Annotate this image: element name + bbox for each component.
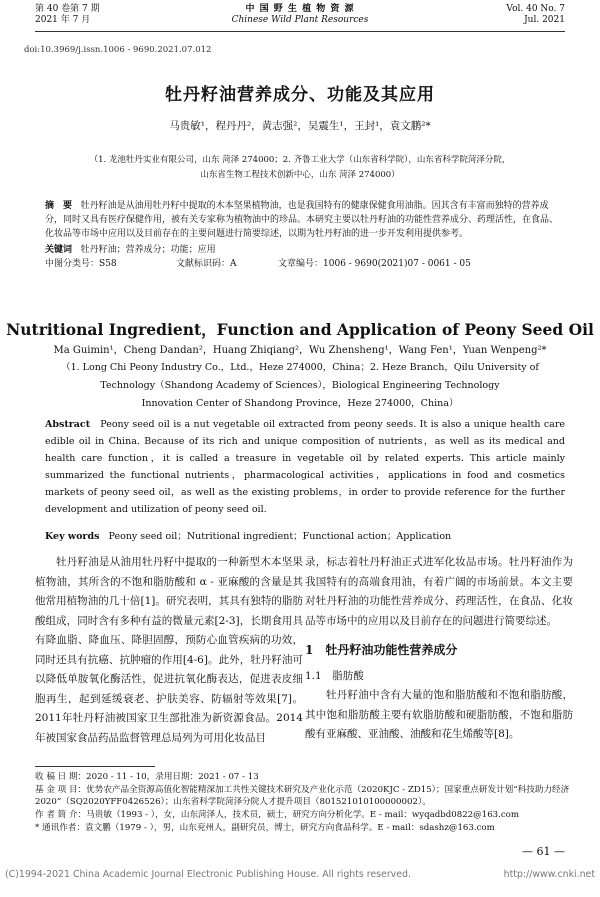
body-column-left <box>35 553 303 748</box>
doc-code <box>176 257 237 271</box>
abstract-en <box>45 416 565 518</box>
article-number <box>278 257 471 271</box>
footnote-received: 收 稿 日 期：2020 - 11 - 10，录用日期：2021 - 07 - 13 <box>35 772 259 782</box>
watermark <box>5 869 595 880</box>
journal-name-en: Chinese Wild Plant Resources <box>231 15 369 25</box>
body-paragraph: 牡丹籽油是从油用牡丹籽中提取的一种新型木本坚果植物油，其所含的不饱和脂肪酸和 α - 亚麻酸的含量是其他常用植物油的几十倍[1]。研究表明，其具有独特的脂肪酸组成，同时含有多种有益的微量元素[2-3]，长期食用具有降血脂、降血压、降胆固醇，预防心血管疾病的功效，同时还具有抗癌、抗肿瘤的作用[4-6]。此外，牡丹籽油可以降低单胺氧化酶活性，促进抗氧化酶表达，促进表皮细胞再生，起到延缓衰老、护肤美容、防辐射等效果[7]。2011年牡丹籽油被国家卫生部批准为新资源食品。2014年被国家食品药品监督管理总局列为可用化妆品目 <box>35 556 303 744</box>
affiliation-cn-line1: （1. 龙池牡丹实业有限公司，山东 菏泽 274000；2. 齐鲁工业大学（山东省科学院），山东省科学院菏泽分院， <box>89 155 511 165</box>
abstract-cn-text: 牡丹籽油是从油用牡丹籽中提取的木本坚果植物油，也是我国特有的健康保健食用油脂。因其含有丰富而独特的营养成分，同时又具有医疗保健作用，被有关专家称为植物油中的珍品。本研究主要以牡丹籽油的功能性营养成分、药理活性，在食品、化妆品等市场中应用以及目前存在的主要问题进行简要综述，以期为牡丹籽油的进一步开发利用提供参考。 <box>45 201 559 239</box>
article-number-value: 1006 - 9690(2021)07 - 0061 - 05 <box>323 259 471 269</box>
page-title-en: Nutritional Ingredient，Function and Application of Peony Seed Oil <box>6 320 594 339</box>
body-paragraph: 录，标志着牡丹籽油正式进军化妆品市场。牡丹籽油作为我国特有的高端食用油，有着广阔的市场前景。本文主要对牡丹籽油的功能性营养成分、药理活性，在食品、化妆品等市场中的应用以及目前存在的问题进行简要综述。 <box>305 556 573 627</box>
footnote-rule <box>35 766 155 767</box>
footnote-author: 作 者 简 介：马贵敏（1993 - ），女，山东菏泽人，技术员，硕士，研究方向分析化学。E - mail：wyqadbd0822@163.com <box>35 810 519 821</box>
page-title-cn: 牡丹籽油营养成分、功能及其应用 <box>165 85 435 105</box>
clc-value: S58 <box>99 259 117 269</box>
body-column-right <box>305 553 573 745</box>
footnote-corresponding: * 通讯作者：袁文鹏（1979 - ），男，山东兖州人，副研究员，博士，研究方向食品科学。E - mail：sdashz@163.com <box>35 822 495 833</box>
affiliation-en-line2: Technology（Shandong Academy of Sciences），Biological Engineering Technology <box>100 380 500 391</box>
affiliation-en-line3: Innovation Center of Shandong Province，Heze 274000，China） <box>141 398 459 409</box>
abstract-en-text: Peony seed oil is a nut vegetable oil extracted from peony seeds. It is also a unique health care edible oil in China. Because of its rich and unique composition of nutrients，as well as its medical and health care function，it is called a treasure in vegetable oil by related experts. This article mainly summarized the functional nutrients，pharmacological activities，applications in food and cosmetics markets of peony seed oil，as well as the existing problems，in order to provide reference for the further development and utilization of peony seed oil. <box>45 419 565 515</box>
issue-date: 2021 年 7 月 <box>35 15 91 25</box>
affiliation-cn-line2: 山东省生物工程技术创新中心，山东 菏泽 274000） <box>200 170 400 180</box>
affiliation-en-line1: （1. Long Chi Peony Industry Co.，Ltd.，Heze 274000，China；2. Heze Branch，Qilu University of <box>61 362 539 373</box>
page-number: — 61 — <box>522 845 565 858</box>
footnote-fund: 基 金 项 目：优势农产品全资源高值化智能精深加工共性关键技术研究及产业化示范（2020KJC - ZD15）；国家重点研发计划“科技助力经济 2020”（SQ2020YFF0426526）；山东省科学院菏泽分院人才提升项目（801521010100000002）。 <box>35 784 570 808</box>
body-paragraph: 牡丹籽油中含有大量的饱和脂肪酸和不饱和脂肪酸，其中饱和脂肪酸主要有软脂肪酸和硬脂肪酸，不饱和脂肪酸有亚麻酸、亚油酸、油酸和花生烯酸等[8]。 <box>305 689 573 740</box>
footnotes <box>35 771 570 835</box>
keywords-en: Peony seed oil；Nutritional ingredient；Functional action；Application <box>108 531 452 542</box>
subsection-heading: 1.1 脂肪酸 <box>305 669 364 682</box>
abstract-cn-label: 摘 要 <box>45 201 73 211</box>
header-rule <box>35 31 565 32</box>
journal-name-cn: 中 国 野 生 植 物 资 源 <box>245 4 355 14</box>
issue-volume: 第 40 卷第 7 期 <box>35 4 100 14</box>
keywords-cn-row <box>45 243 565 257</box>
keywords-en-label: Key words <box>45 531 100 542</box>
keywords-en-row <box>45 528 565 542</box>
watermark-url[interactable]: http://www.cnki.net <box>503 869 595 880</box>
authors-cn: 马贵敏¹，程丹丹²，黄志强²，吴震生¹，王封¹，袁文鹏²* <box>169 120 431 132</box>
doc-code-label: 文献标识码： <box>176 259 231 269</box>
keywords-cn: 牡丹籽油；营养成分；功能；应用 <box>80 245 216 255</box>
section-heading: 1 牡丹籽油功能性营养成分 <box>305 643 458 657</box>
authors-en: Ma Guimin¹，Cheng Dandan²，Huang Zhiqiang²，Wu Zhensheng¹，Wang Fen¹，Yuan Wenpeng²* <box>53 345 547 356</box>
clc-label: 中图分类号： <box>45 259 100 269</box>
watermark-copyright: (C)1994-2021 China Academic Journal Electronic Publishing House. All rights reserved. <box>5 869 411 880</box>
abstract-cn <box>45 199 565 271</box>
keywords-cn-label: 关键词 <box>45 245 73 255</box>
doi[interactable]: doi:10.3969/j.issn.1006 - 9690.2021.07.012 <box>24 45 212 55</box>
article-number-label: 文章编号： <box>278 259 324 269</box>
journal-issue-right <box>506 4 565 26</box>
abstract-en-label: Abstract <box>45 419 91 430</box>
clc-code <box>45 257 117 271</box>
classification-row <box>45 257 565 271</box>
doc-code-value: A <box>230 259 237 269</box>
issue-volume-en: Vol. 40 No. 7 <box>506 4 565 14</box>
issue-date-en: Jul. 2021 <box>524 15 565 25</box>
abstract-cn-paragraph <box>45 199 565 241</box>
